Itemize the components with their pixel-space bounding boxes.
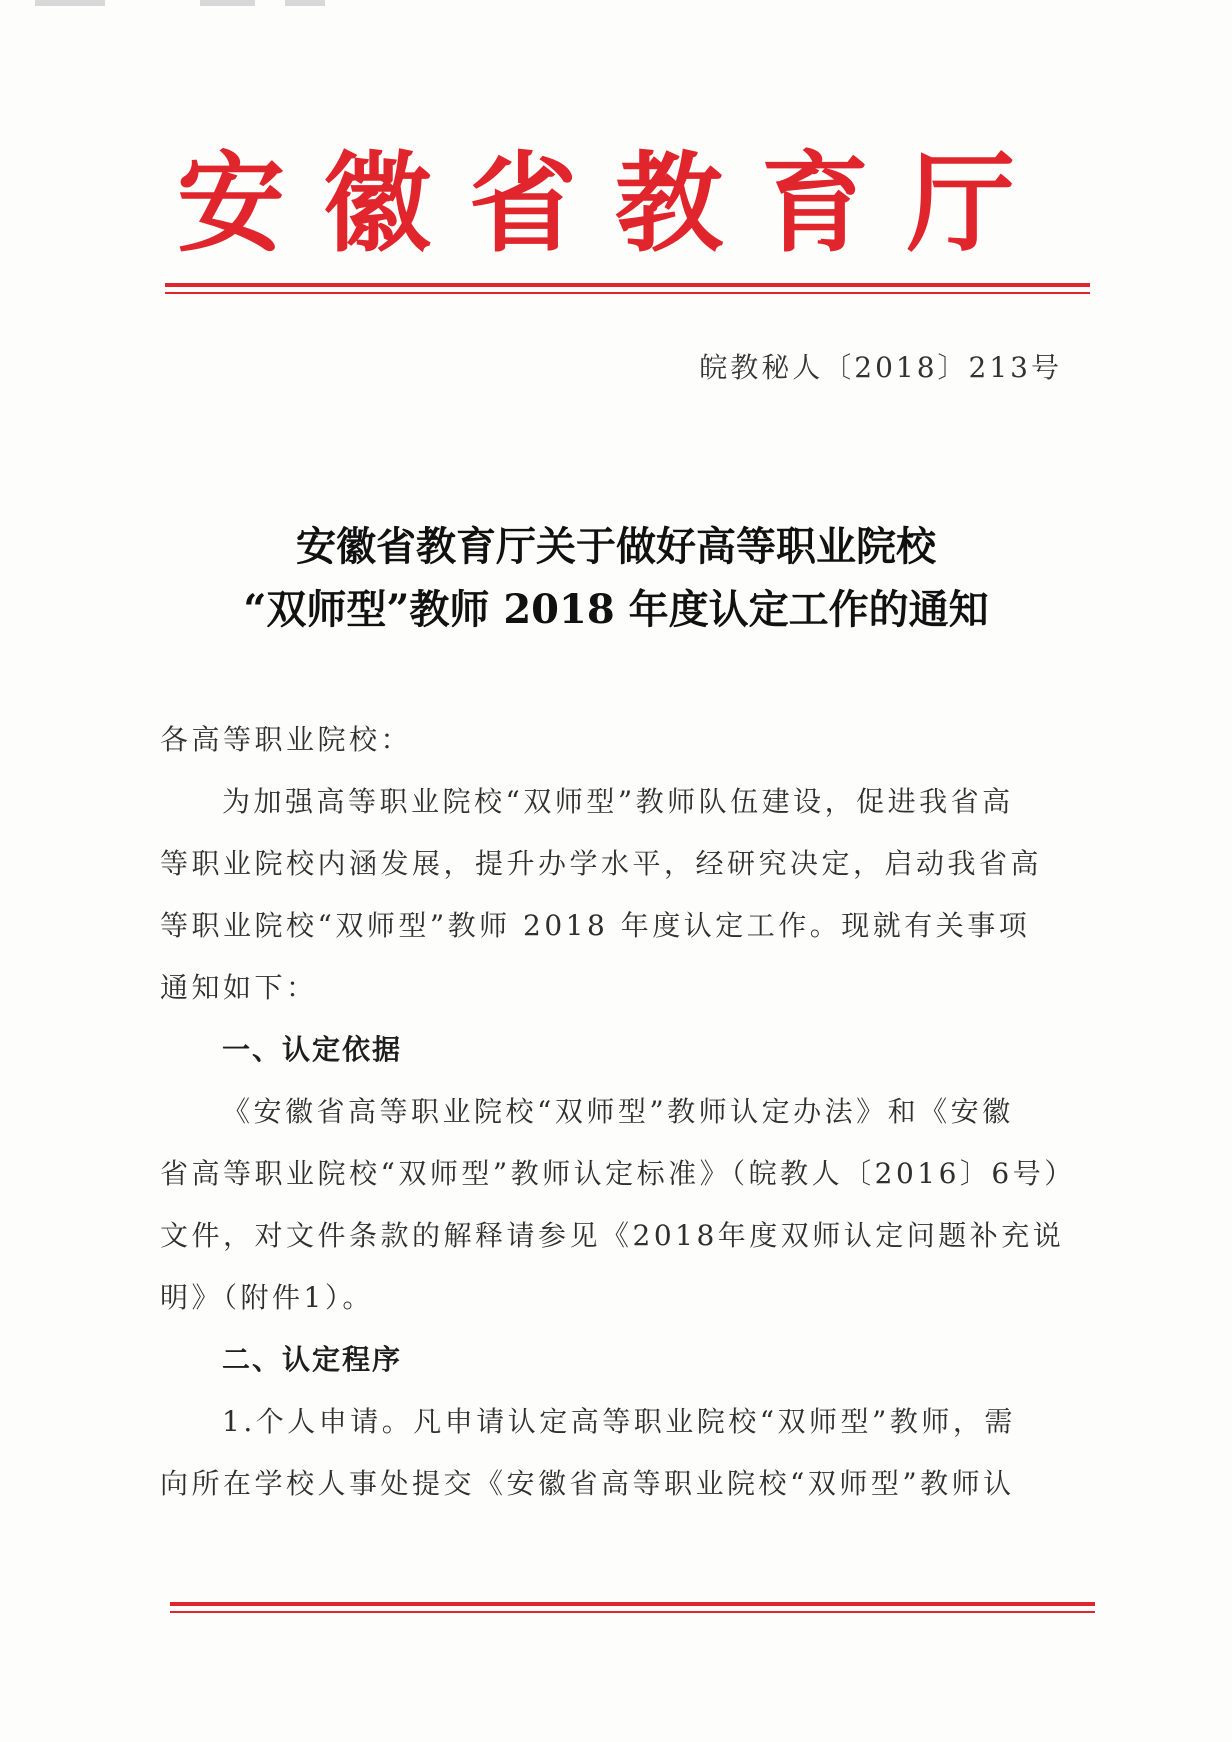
document-title-line-1: 安徽省教育厅关于做好高等职业院校	[296, 523, 936, 570]
intro-line: 为加强高等职业院校“双师型”教师队伍建设，促进我省高	[222, 785, 1014, 818]
salutation: 各高等职业院校：	[160, 723, 413, 756]
header-red-rule-thin	[165, 292, 1090, 294]
intro-line: 通知如下：	[160, 971, 318, 1004]
scan-artifact	[200, 0, 255, 6]
header-red-rule	[165, 283, 1090, 287]
agency-header: 安徽省教育厅	[176, 142, 1053, 267]
section1-line: 明》（附件1）。	[160, 1281, 374, 1314]
footer-red-rule-thin	[170, 1611, 1095, 1613]
section1-line: 文件，对文件条款的解释请参见《2018年度双师认定问题补充说	[160, 1219, 1065, 1252]
footer-red-rule	[170, 1602, 1095, 1606]
section2-line: 1.个人申请。凡申请认定高等职业院校“双师型”教师，需	[222, 1405, 1016, 1438]
intro-line: 等职业院校内涵发展，提升办学水平，经研究决定，启动我省高	[160, 847, 1043, 880]
document-title-line-2: “双师型”教师 2018 年度认定工作的通知	[243, 586, 989, 633]
document-number: 皖教秘人〔2018〕213号	[699, 351, 1062, 384]
section-heading-procedure: 二、认定程序	[222, 1343, 403, 1376]
scan-artifact	[35, 0, 105, 6]
intro-line: 等职业院校“双师型”教师 2018 年度认定工作。现就有关事项	[160, 909, 1031, 942]
section1-line: 省高等职业院校“双师型”教师认定标准》（皖教人〔2016〕6号）	[160, 1157, 1076, 1190]
section1-line: 《安徽省高等职业院校“双师型”教师认定办法》和《安徽	[222, 1095, 1014, 1128]
section-heading-basis: 一、认定依据	[222, 1033, 403, 1066]
scan-artifact	[285, 0, 325, 6]
section2-line: 向所在学校人事处提交《安徽省高等职业院校“双师型”教师认	[160, 1467, 1015, 1500]
